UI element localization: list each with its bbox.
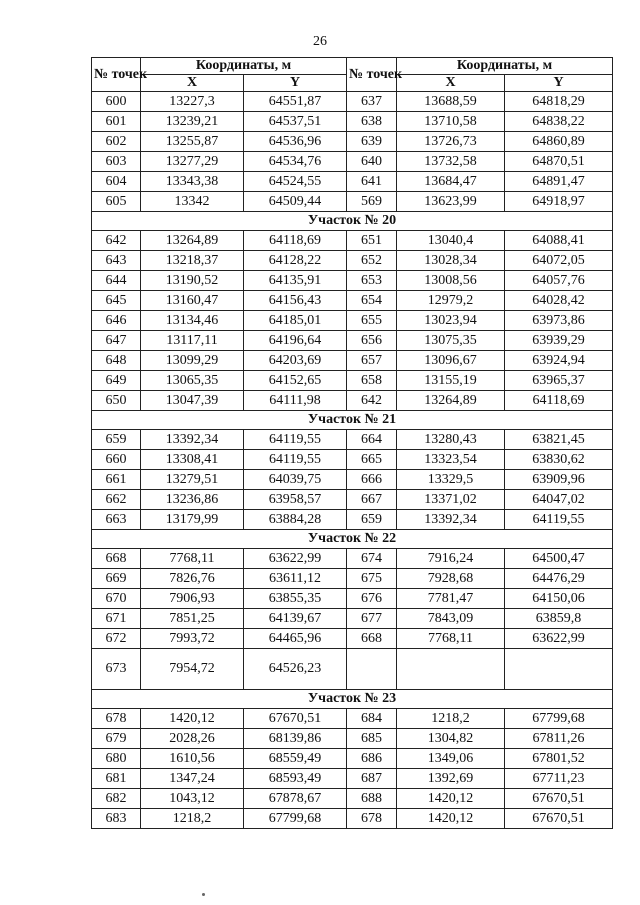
page-number: 26: [313, 34, 327, 49]
y-coordinate-cell: 67878,67: [244, 789, 347, 809]
x-coordinate-cell: 13028,34: [397, 251, 505, 271]
table-row: [92, 192, 613, 212]
point-number-cell: 601: [92, 112, 141, 132]
point-number-cell: 650: [92, 391, 141, 411]
point-number-cell: 604: [92, 172, 141, 192]
point-number-cell: 671: [92, 609, 141, 629]
y-coordinate-cell: 63939,29: [505, 331, 613, 351]
table-row: [92, 92, 613, 112]
point-number-cell: 656: [347, 331, 397, 351]
x-coordinate-cell: 7781,47: [397, 589, 505, 609]
table-row: [92, 749, 613, 769]
section-title: Участок № 22: [92, 530, 613, 549]
point-number-cell: 652: [347, 251, 397, 271]
point-number-cell: 668: [92, 549, 141, 569]
y-coordinate-cell: 63973,86: [505, 311, 613, 331]
table-row: [92, 609, 613, 629]
point-number-cell: 676: [347, 589, 397, 609]
x-coordinate-cell: 1420,12: [397, 809, 505, 829]
x-coordinate-cell: 13726,73: [397, 132, 505, 152]
y-coordinate-cell: 64196,64: [244, 331, 347, 351]
table-row: [92, 450, 613, 470]
y-coordinate-cell: 64135,91: [244, 271, 347, 291]
point-number-cell: 663: [92, 510, 141, 530]
point-number-cell: 665: [347, 450, 397, 470]
x-coordinate-cell: 7993,72: [141, 629, 244, 649]
point-number-cell: 659: [347, 510, 397, 530]
point-number-header-left: № точек: [92, 58, 141, 92]
x-coordinate-cell: 1420,12: [397, 789, 505, 809]
x-coordinate-cell: 13688,59: [397, 92, 505, 112]
section-row: [92, 530, 613, 549]
x-coordinate-cell: 13392,34: [397, 510, 505, 530]
table-row: [92, 470, 613, 490]
y-coordinate-cell: 67801,52: [505, 749, 613, 769]
table-row: [92, 629, 613, 649]
table-row: [92, 769, 613, 789]
y-coordinate-cell: 63965,37: [505, 371, 613, 391]
point-number-cell: 649: [92, 371, 141, 391]
point-number-cell: 602: [92, 132, 141, 152]
point-number-cell: 658: [347, 371, 397, 391]
table-row: [92, 251, 613, 271]
x-coordinate-cell: 1420,12: [141, 709, 244, 729]
x-coordinate-cell: 1218,2: [397, 709, 505, 729]
y-coordinate-cell: 64891,47: [505, 172, 613, 192]
point-number-cell: 644: [92, 271, 141, 291]
x-coordinate-cell: 13179,99: [141, 510, 244, 530]
coordinates-header-left: Координаты, м: [141, 58, 347, 75]
y-coordinate-cell: 68593,49: [244, 769, 347, 789]
x-coordinate-cell: 7768,11: [141, 549, 244, 569]
x-coordinate-cell: 1392,69: [397, 769, 505, 789]
x-coordinate-cell: [397, 649, 505, 690]
x-coordinate-cell: 2028,26: [141, 729, 244, 749]
x-coordinate-cell: 13308,41: [141, 450, 244, 470]
x-coordinate-cell: 13279,51: [141, 470, 244, 490]
y-coordinate-cell: 64185,01: [244, 311, 347, 331]
point-number-cell: 641: [347, 172, 397, 192]
point-number-header-right: № точек: [347, 58, 397, 92]
x-coordinate-cell: 7954,72: [141, 649, 244, 690]
y-coordinate-cell: 63821,45: [505, 430, 613, 450]
x-coordinate-cell: 13280,43: [397, 430, 505, 450]
point-number-cell: 683: [92, 809, 141, 829]
y-coordinate-cell: 67799,68: [505, 709, 613, 729]
x-coordinate-cell: 13371,02: [397, 490, 505, 510]
section-row: [92, 411, 613, 430]
y-coordinate-cell: 64119,55: [244, 450, 347, 470]
x-coordinate-cell: 13047,39: [141, 391, 244, 411]
y-coordinate-cell: 64203,69: [244, 351, 347, 371]
point-number-cell: 648: [92, 351, 141, 371]
table-row: [92, 809, 613, 829]
y-coordinate-cell: 63924,94: [505, 351, 613, 371]
x-coordinate-cell: 7843,09: [397, 609, 505, 629]
point-number-cell: 668: [347, 629, 397, 649]
point-number-cell: 674: [347, 549, 397, 569]
section-title: Участок № 20: [92, 212, 613, 231]
point-number-cell: 678: [347, 809, 397, 829]
x-coordinate-cell: 13218,37: [141, 251, 244, 271]
x-coordinate-cell: 1304,82: [397, 729, 505, 749]
x-coordinate-cell: 7826,76: [141, 569, 244, 589]
y-coordinate-cell: 64476,29: [505, 569, 613, 589]
section-row: [92, 212, 613, 231]
x-coordinate-cell: 7906,93: [141, 589, 244, 609]
point-number-cell: 679: [92, 729, 141, 749]
point-number-cell: 642: [92, 231, 141, 251]
table-row: [92, 391, 613, 411]
table-row: [92, 291, 613, 311]
y-coordinate-cell: 68559,49: [244, 749, 347, 769]
x-coordinate-cell: 13117,11: [141, 331, 244, 351]
point-number-cell: 686: [347, 749, 397, 769]
x-coordinate-cell: 13160,47: [141, 291, 244, 311]
x-coordinate-cell: 13190,52: [141, 271, 244, 291]
point-number-cell: 664: [347, 430, 397, 450]
x-coordinate-cell: 13155,19: [397, 371, 505, 391]
y-coordinate-cell: 64537,51: [244, 112, 347, 132]
point-number-cell: 643: [92, 251, 141, 271]
y-coordinate-cell: 64028,42: [505, 291, 613, 311]
point-number-cell: 600: [92, 92, 141, 112]
y-coordinate-cell: 64150,06: [505, 589, 613, 609]
scan-speck: [202, 893, 205, 896]
y-coordinate-cell: 64118,69: [244, 231, 347, 251]
point-number-cell: 605: [92, 192, 141, 212]
y-coordinate-cell: [505, 649, 613, 690]
x-coordinate-cell: 1610,56: [141, 749, 244, 769]
x-coordinate-cell: 13239,21: [141, 112, 244, 132]
x-coordinate-cell: 13343,38: [141, 172, 244, 192]
y-coordinate-cell: 63884,28: [244, 510, 347, 530]
y-coordinate-cell: 68139,86: [244, 729, 347, 749]
x-coordinate-cell: 13264,89: [141, 231, 244, 251]
point-number-cell: 662: [92, 490, 141, 510]
x-coordinate-cell: 13323,54: [397, 450, 505, 470]
y-coordinate-cell: 64500,47: [505, 549, 613, 569]
x-coordinate-cell: 1218,2: [141, 809, 244, 829]
point-number-cell: 687: [347, 769, 397, 789]
table-row: [92, 132, 613, 152]
x-coordinate-cell: 13264,89: [397, 391, 505, 411]
table-row: [92, 112, 613, 132]
y-coordinate-cell: 64534,76: [244, 152, 347, 172]
point-number-cell: 637: [347, 92, 397, 112]
x-coordinate-cell: 13623,99: [397, 192, 505, 212]
point-number-cell: 659: [92, 430, 141, 450]
y-coordinate-cell: 63622,99: [244, 549, 347, 569]
section-title: Участок № 21: [92, 411, 613, 430]
y-coordinate-cell: 63611,12: [244, 569, 347, 589]
point-number-cell: 646: [92, 311, 141, 331]
point-number-cell: [347, 649, 397, 690]
y-coordinate-cell: 64536,96: [244, 132, 347, 152]
y-coordinate-cell: 64465,96: [244, 629, 347, 649]
table-row: [92, 649, 613, 690]
y-coordinate-cell: 64088,41: [505, 231, 613, 251]
y-coordinate-cell: 64918,97: [505, 192, 613, 212]
y-coordinate-cell: 64139,67: [244, 609, 347, 629]
point-number-cell: 667: [347, 490, 397, 510]
point-number-cell: 651: [347, 231, 397, 251]
y-coordinate-cell: 64111,98: [244, 391, 347, 411]
table-row: [92, 271, 613, 291]
x-coordinate-cell: 7851,25: [141, 609, 244, 629]
y-coordinate-cell: 63622,99: [505, 629, 613, 649]
point-number-cell: 654: [347, 291, 397, 311]
y-coordinate-cell: 64509,44: [244, 192, 347, 212]
y-coordinate-cell: 64128,22: [244, 251, 347, 271]
section-row: [92, 690, 613, 709]
coordinates-table: [91, 57, 613, 829]
coordinates-header-right: Координаты, м: [397, 58, 613, 75]
x-coordinate-cell: 13040,4: [397, 231, 505, 251]
table-row: [92, 589, 613, 609]
point-number-cell: 603: [92, 152, 141, 172]
y-coordinate-cell: 64156,43: [244, 291, 347, 311]
point-number-cell: 647: [92, 331, 141, 351]
x-coordinate-cell: 13684,47: [397, 172, 505, 192]
y-coordinate-cell: 64072,05: [505, 251, 613, 271]
table-row: [92, 729, 613, 749]
point-number-cell: 682: [92, 789, 141, 809]
point-number-cell: 681: [92, 769, 141, 789]
point-number-cell: 642: [347, 391, 397, 411]
table-row: [92, 789, 613, 809]
y-coordinate-cell: 63859,8: [505, 609, 613, 629]
y-coordinate-cell: 63830,62: [505, 450, 613, 470]
y-coordinate-cell: 67799,68: [244, 809, 347, 829]
point-number-cell: 669: [92, 569, 141, 589]
table-row: [92, 371, 613, 391]
y-coordinate-cell: 64838,22: [505, 112, 613, 132]
table-row: [92, 510, 613, 530]
y-coordinate-cell: 64818,29: [505, 92, 613, 112]
point-number-cell: 666: [347, 470, 397, 490]
section-title: Участок № 23: [92, 690, 613, 709]
x-coordinate-cell: 1043,12: [141, 789, 244, 809]
y-coordinate-cell: 64057,76: [505, 271, 613, 291]
point-number-cell: 657: [347, 351, 397, 371]
point-number-cell: 672: [92, 629, 141, 649]
x-header-right: X: [397, 75, 505, 92]
x-coordinate-cell: 7928,68: [397, 569, 505, 589]
point-number-cell: 675: [347, 569, 397, 589]
y-coordinate-cell: 64526,23: [244, 649, 347, 690]
y-coordinate-cell: 64551,87: [244, 92, 347, 112]
point-number-cell: 569: [347, 192, 397, 212]
y-coordinate-cell: 64524,55: [244, 172, 347, 192]
table-row: [92, 351, 613, 371]
table-row: [92, 311, 613, 331]
x-coordinate-cell: 1349,06: [397, 749, 505, 769]
x-coordinate-cell: 7916,24: [397, 549, 505, 569]
coordinates-body: [92, 92, 613, 829]
y-coordinate-cell: 64119,55: [505, 510, 613, 530]
x-coordinate-cell: 13096,67: [397, 351, 505, 371]
point-number-cell: 638: [347, 112, 397, 132]
y-coordinate-cell: 64039,75: [244, 470, 347, 490]
point-number-cell: 688: [347, 789, 397, 809]
x-coordinate-cell: 13342: [141, 192, 244, 212]
y-coordinate-cell: 64860,89: [505, 132, 613, 152]
x-coordinate-cell: 12979,2: [397, 291, 505, 311]
point-number-cell: 677: [347, 609, 397, 629]
y-coordinate-cell: 64152,65: [244, 371, 347, 391]
point-number-cell: 645: [92, 291, 141, 311]
x-coordinate-cell: 13277,29: [141, 152, 244, 172]
point-number-cell: 670: [92, 589, 141, 609]
x-coordinate-cell: 13392,34: [141, 430, 244, 450]
y-coordinate-cell: 63958,57: [244, 490, 347, 510]
point-number-cell: 684: [347, 709, 397, 729]
point-number-cell: 673: [92, 649, 141, 690]
x-coordinate-cell: 13008,56: [397, 271, 505, 291]
table-row: [92, 490, 613, 510]
y-coordinate-cell: 64118,69: [505, 391, 613, 411]
y-coordinate-cell: 64870,51: [505, 152, 613, 172]
y-coordinate-cell: 64047,02: [505, 490, 613, 510]
x-header-left: X: [141, 75, 244, 92]
table-row: [92, 709, 613, 729]
table-row: [92, 231, 613, 251]
point-number-cell: 661: [92, 470, 141, 490]
point-number-cell: 678: [92, 709, 141, 729]
point-number-cell: 660: [92, 450, 141, 470]
table-row: [92, 430, 613, 450]
x-coordinate-cell: 13075,35: [397, 331, 505, 351]
table-row: [92, 172, 613, 192]
point-number-cell: 655: [347, 311, 397, 331]
y-header-left: Y: [244, 75, 347, 92]
x-coordinate-cell: 13065,35: [141, 371, 244, 391]
point-number-cell: 639: [347, 132, 397, 152]
x-coordinate-cell: 7768,11: [397, 629, 505, 649]
y-coordinate-cell: 67670,51: [244, 709, 347, 729]
x-coordinate-cell: 13255,87: [141, 132, 244, 152]
x-coordinate-cell: 13023,94: [397, 311, 505, 331]
y-coordinate-cell: 64119,55: [244, 430, 347, 450]
y-coordinate-cell: 63855,35: [244, 589, 347, 609]
table-row: [92, 331, 613, 351]
x-coordinate-cell: 13134,46: [141, 311, 244, 331]
table-row: [92, 549, 613, 569]
y-coordinate-cell: 67711,23: [505, 769, 613, 789]
y-coordinate-cell: 67811,26: [505, 729, 613, 749]
table-row: [92, 569, 613, 589]
y-coordinate-cell: 63909,96: [505, 470, 613, 490]
y-coordinate-cell: 67670,51: [505, 809, 613, 829]
x-coordinate-cell: 13099,29: [141, 351, 244, 371]
x-coordinate-cell: 13329,5: [397, 470, 505, 490]
point-number-cell: 680: [92, 749, 141, 769]
y-coordinate-cell: 67670,51: [505, 789, 613, 809]
x-coordinate-cell: 13227,3: [141, 92, 244, 112]
point-number-cell: 685: [347, 729, 397, 749]
point-number-cell: 653: [347, 271, 397, 291]
x-coordinate-cell: 13710,58: [397, 112, 505, 132]
x-coordinate-cell: 13236,86: [141, 490, 244, 510]
point-number-cell: 640: [347, 152, 397, 172]
y-header-right: Y: [505, 75, 613, 92]
x-coordinate-cell: 1347,24: [141, 769, 244, 789]
table-row: [92, 152, 613, 172]
x-coordinate-cell: 13732,58: [397, 152, 505, 172]
